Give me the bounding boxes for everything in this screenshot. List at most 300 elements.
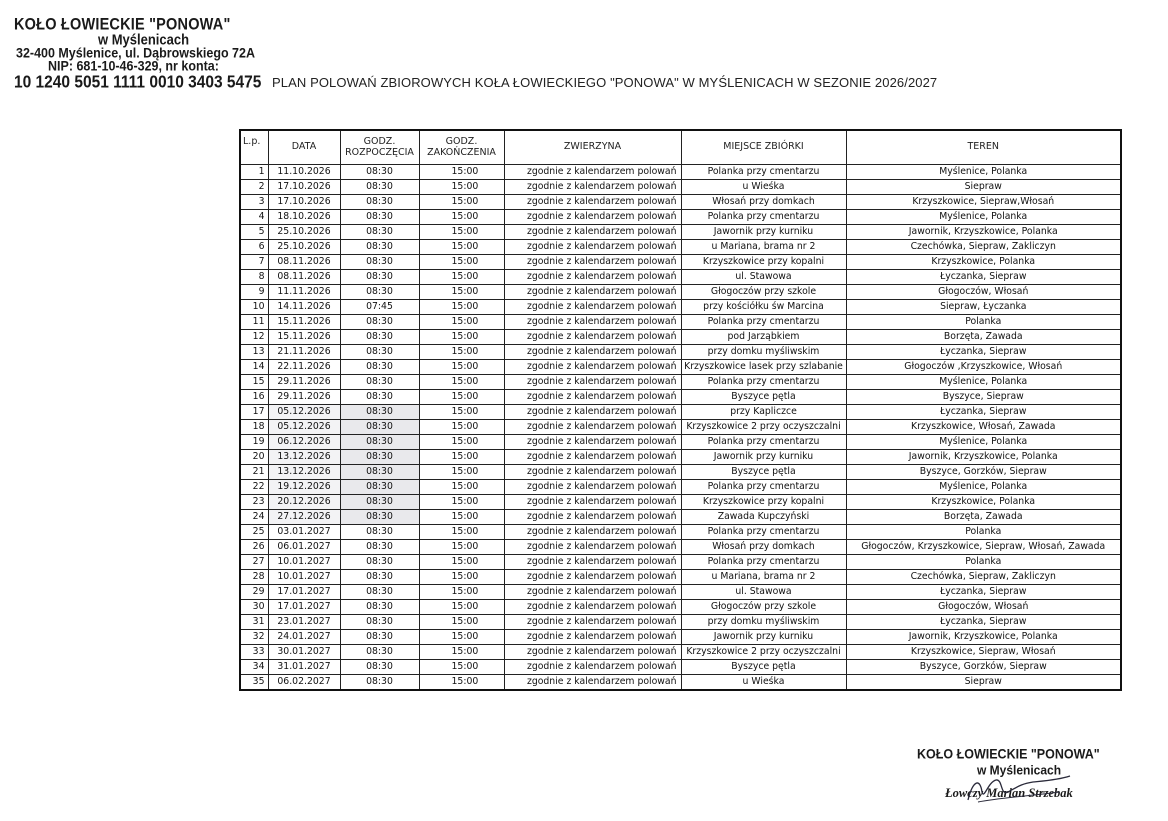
table-row [240,630,1121,645]
cell-area: Krzyszkowice, Siepraw,Włosań [846,195,1121,210]
cell-start-time: 08:30 [340,210,419,225]
cell-area: Jawornik, Krzyszkowice, Polanka [846,450,1121,465]
cell-meeting-place: u Wieśka [681,675,846,691]
cell-end-time: 15:00 [419,555,504,570]
table-row [240,225,1121,240]
cell-date: 06.12.2026 [268,435,340,450]
cell-start-time: 08:30 [340,495,419,510]
cell-meeting-place: Krzyszkowice 2 przy oczyszczalni [681,420,846,435]
header-start-line2: ROZPOCZĘCIA [345,146,414,158]
cell-start-time: 08:30 [340,570,419,585]
cell-date: 17.01.2027 [268,585,340,600]
cell-area: Polanka [846,315,1121,330]
cell-date: 29.11.2026 [268,375,340,390]
cell-area: Głogoczów, Krzyszkowice, Siepraw, Włosań, Zawada [846,540,1121,555]
cell-lp: 12 [240,330,268,345]
cell-end-time: 15:00 [419,165,504,180]
stamp-sign-hunter: Łowczy Marian Strzebak [945,785,1073,800]
stamp-org-nip: NIP: 681-10-46-329, nr konta: [48,58,219,74]
table-row [240,660,1121,675]
cell-meeting-place: ul. Stawowa [681,270,846,285]
cell-animals: zgodnie z kalendarzem polowań [504,540,681,555]
cell-area: Krzyszkowice, Polanka [846,255,1121,270]
table-header-row [240,130,1121,165]
cell-lp: 18 [240,420,268,435]
cell-area: Byszyce, Siepraw [846,390,1121,405]
cell-start-time: 08:30 [340,510,419,525]
cell-end-time: 15:00 [419,285,504,300]
cell-date: 17.10.2026 [268,180,340,195]
cell-animals: zgodnie z kalendarzem polowań [504,345,681,360]
cell-meeting-place: Polanka przy cmentarzu [681,555,846,570]
stamp-org-city: w Myślenicach [98,31,190,49]
cell-area: Łyczanka, Siepraw [846,585,1121,600]
cell-start-time: 08:30 [340,390,419,405]
table-row [240,285,1121,300]
cell-animals: zgodnie z kalendarzem polowań [504,480,681,495]
cell-start-time: 08:30 [340,405,419,420]
cell-lp: 3 [240,195,268,210]
cell-start-time: 08:30 [340,285,419,300]
cell-end-time: 15:00 [419,600,504,615]
cell-meeting-place: Polanka przy cmentarzu [681,435,846,450]
cell-lp: 10 [240,300,268,315]
cell-date: 11.10.2026 [268,165,340,180]
header-start-line1: GODZ. [363,135,396,147]
table-row [240,240,1121,255]
cell-end-time: 15:00 [419,495,504,510]
cell-date: 06.01.2027 [268,540,340,555]
cell-animals: zgodnie z kalendarzem polowań [504,300,681,315]
cell-animals: zgodnie z kalendarzem polowań [504,465,681,480]
cell-animals: zgodnie z kalendarzem polowań [504,255,681,270]
cell-date: 23.01.2027 [268,615,340,630]
cell-end-time: 15:00 [419,330,504,345]
cell-animals: zgodnie z kalendarzem polowań [504,285,681,300]
cell-end-time: 15:00 [419,450,504,465]
cell-date: 14.11.2026 [268,300,340,315]
table-row [240,165,1121,180]
organization-stamp [10,15,265,93]
cell-lp: 28 [240,570,268,585]
table-row [240,480,1121,495]
table-row [240,585,1121,600]
cell-end-time: 15:00 [419,225,504,240]
table-row [240,465,1121,480]
cell-lp: 1 [240,165,268,180]
cell-start-time: 08:30 [340,270,419,285]
table-row [240,615,1121,630]
cell-lp: 21 [240,465,268,480]
cell-meeting-place: Krzyszkowice przy kopalni [681,255,846,270]
header-date: DATA [268,130,340,165]
cell-end-time: 15:00 [419,195,504,210]
cell-animals: zgodnie z kalendarzem polowań [504,165,681,180]
stamp-org-account: 10 1240 5051 1111 0010 3403 5475 [14,73,262,93]
cell-end-time: 15:00 [419,630,504,645]
cell-animals: zgodnie z kalendarzem polowań [504,525,681,540]
cell-meeting-place: u Mariana, brama nr 2 [681,240,846,255]
cell-area: Głogoczów ,Krzyszkowice, Włosań [846,360,1121,375]
cell-lp: 5 [240,225,268,240]
cell-start-time: 08:30 [340,435,419,450]
cell-animals: zgodnie z kalendarzem polowań [504,660,681,675]
cell-start-time: 08:30 [340,240,419,255]
cell-start-time: 08:30 [340,180,419,195]
cell-lp: 13 [240,345,268,360]
cell-lp: 34 [240,660,268,675]
cell-date: 19.12.2026 [268,480,340,495]
cell-date: 10.01.2027 [268,570,340,585]
hunting-schedule-table [239,129,1122,691]
cell-lp: 2 [240,180,268,195]
cell-area: Siepraw, Łyczanka [846,300,1121,315]
cell-lp: 6 [240,240,268,255]
cell-animals: zgodnie z kalendarzem polowań [504,270,681,285]
document-title: PLAN POLOWAŃ ZBIOROWYCH KOŁA ŁOWIECKIEGO "PONOWA" W MYŚLENICACH W SEZONIE 2026/2027 [272,75,938,90]
cell-lp: 9 [240,285,268,300]
cell-meeting-place: Głogoczów przy szkole [681,600,846,615]
cell-meeting-place: Polanka przy cmentarzu [681,210,846,225]
cell-meeting-place: Jawornik przy kurniku [681,225,846,240]
cell-lp: 7 [240,255,268,270]
cell-meeting-place: Jawornik przy kurniku [681,630,846,645]
handwritten-signature-icon [948,770,1078,810]
header-meeting-place: MIEJSCE ZBIÓRKI [681,130,846,165]
cell-date: 20.12.2026 [268,495,340,510]
cell-animals: zgodnie z kalendarzem polowań [504,570,681,585]
stamp-org-address: 32-400 Myślenice, ul. Dąbrowskiego 72A [16,44,255,61]
cell-area: Myślenice, Polanka [846,375,1121,390]
cell-meeting-place: Byszyce pętla [681,660,846,675]
cell-meeting-place: przy domku myśliwskim [681,345,846,360]
cell-end-time: 15:00 [419,480,504,495]
cell-start-time: 08:30 [340,675,419,691]
cell-area: Łyczanka, Siepraw [846,270,1121,285]
cell-area: Jawornik, Krzyszkowice, Polanka [846,630,1121,645]
cell-end-time: 15:00 [419,270,504,285]
cell-start-time: 08:30 [340,660,419,675]
cell-meeting-place: pod Jarząbkiem [681,330,846,345]
cell-animals: zgodnie z kalendarzem polowań [504,405,681,420]
cell-area: Krzyszkowice, Polanka [846,495,1121,510]
cell-start-time: 08:30 [340,465,419,480]
cell-area: Myślenice, Polanka [846,435,1121,450]
cell-meeting-place: Głogoczów przy szkole [681,285,846,300]
cell-animals: zgodnie z kalendarzem polowań [504,555,681,570]
cell-end-time: 15:00 [419,240,504,255]
table-body [240,165,1121,691]
cell-date: 03.01.2027 [268,525,340,540]
cell-date: 17.10.2026 [268,195,340,210]
cell-lp: 26 [240,540,268,555]
cell-date: 31.01.2027 [268,660,340,675]
cell-meeting-place: Polanka przy cmentarzu [681,480,846,495]
cell-date: 11.11.2026 [268,285,340,300]
cell-start-time: 08:30 [340,555,419,570]
cell-area: Borzęta, Zawada [846,330,1121,345]
cell-start-time: 08:30 [340,450,419,465]
cell-end-time: 15:00 [419,345,504,360]
cell-start-time: 08:30 [340,195,419,210]
cell-animals: zgodnie z kalendarzem polowań [504,240,681,255]
table-row [240,495,1121,510]
cell-lp: 8 [240,270,268,285]
cell-animals: zgodnie z kalendarzem polowań [504,390,681,405]
cell-end-time: 15:00 [419,180,504,195]
table-row [240,330,1121,345]
cell-lp: 23 [240,495,268,510]
cell-start-time: 08:30 [340,480,419,495]
cell-end-time: 15:00 [419,300,504,315]
cell-start-time: 08:30 [340,585,419,600]
cell-end-time: 15:00 [419,405,504,420]
cell-meeting-place: Polanka przy cmentarzu [681,525,846,540]
table-row [240,600,1121,615]
table-row [240,405,1121,420]
cell-date: 08.11.2026 [268,255,340,270]
cell-animals: zgodnie z kalendarzem polowań [504,330,681,345]
cell-end-time: 15:00 [419,435,504,450]
cell-end-time: 15:00 [419,465,504,480]
table-row [240,180,1121,195]
table-row [240,555,1121,570]
cell-meeting-place: przy domku myśliwskim [681,615,846,630]
cell-animals: zgodnie z kalendarzem polowań [504,315,681,330]
stamp-sign-org-city: w Myślenicach [977,762,1062,778]
cell-animals: zgodnie z kalendarzem polowań [504,360,681,375]
table-row [240,570,1121,585]
cell-end-time: 15:00 [419,210,504,225]
cell-lp: 24 [240,510,268,525]
table-row [240,360,1121,375]
cell-area: Myślenice, Polanka [846,480,1121,495]
cell-start-time: 08:30 [340,630,419,645]
cell-area: Łyczanka, Siepraw [846,615,1121,630]
cell-meeting-place: Polanka przy cmentarzu [681,315,846,330]
cell-date: 22.11.2026 [268,360,340,375]
cell-lp: 17 [240,405,268,420]
cell-animals: zgodnie z kalendarzem polowań [504,630,681,645]
cell-start-time: 08:30 [340,345,419,360]
cell-meeting-place: Polanka przy cmentarzu [681,375,846,390]
cell-lp: 31 [240,615,268,630]
table-row [240,345,1121,360]
cell-area: Myślenice, Polanka [846,165,1121,180]
cell-date: 05.12.2026 [268,420,340,435]
table-row [240,540,1121,555]
cell-end-time: 15:00 [419,255,504,270]
cell-date: 08.11.2026 [268,270,340,285]
cell-lp: 14 [240,360,268,375]
cell-meeting-place: Byszyce pętla [681,390,846,405]
cell-meeting-place: Krzyszkowice lasek przy szlabanie [681,360,846,375]
cell-area: Czechówka, Siepraw, Zakliczyn [846,240,1121,255]
header-lp: L.p. [240,130,268,165]
cell-area: Łyczanka, Siepraw [846,345,1121,360]
cell-lp: 27 [240,555,268,570]
cell-area: Łyczanka, Siepraw [846,405,1121,420]
table-row [240,210,1121,225]
table-row [240,390,1121,405]
cell-date: 27.12.2026 [268,510,340,525]
header-animals: ZWIERZYNA [504,130,681,165]
cell-area: Siepraw [846,180,1121,195]
cell-lp: 25 [240,525,268,540]
cell-date: 24.01.2027 [268,630,340,645]
cell-date: 25.10.2026 [268,240,340,255]
cell-lp: 16 [240,390,268,405]
cell-date: 13.12.2026 [268,450,340,465]
cell-lp: 19 [240,435,268,450]
cell-lp: 15 [240,375,268,390]
table-row [240,675,1121,691]
cell-end-time: 15:00 [419,390,504,405]
cell-area: Borzęta, Zawada [846,510,1121,525]
cell-lp: 20 [240,450,268,465]
cell-lp: 29 [240,585,268,600]
cell-meeting-place: u Mariana, brama nr 2 [681,570,846,585]
cell-animals: zgodnie z kalendarzem polowań [504,495,681,510]
cell-area: Krzyszkowice, Włosań, Zawada [846,420,1121,435]
cell-end-time: 15:00 [419,645,504,660]
cell-start-time: 07:45 [340,300,419,315]
cell-date: 25.10.2026 [268,225,340,240]
cell-area: Byszyce, Gorzków, Siepraw [846,660,1121,675]
header-start-time [340,130,419,165]
table-row [240,645,1121,660]
header-end-line2: ZAKOŃCZENIA [427,146,496,158]
cell-meeting-place: Krzyszkowice 2 przy oczyszczalni [681,645,846,660]
cell-animals: zgodnie z kalendarzem polowań [504,225,681,240]
cell-meeting-place: przy kościółku św Marcina [681,300,846,315]
table-row [240,420,1121,435]
cell-lp: 30 [240,600,268,615]
cell-start-time: 08:30 [340,525,419,540]
cell-end-time: 15:00 [419,570,504,585]
cell-start-time: 08:30 [340,330,419,345]
cell-animals: zgodnie z kalendarzem polowań [504,645,681,660]
cell-end-time: 15:00 [419,420,504,435]
cell-area: Głogoczów, Włosań [846,600,1121,615]
header-end-time [419,130,504,165]
cell-date: 30.01.2027 [268,645,340,660]
table-row [240,255,1121,270]
cell-end-time: 15:00 [419,315,504,330]
header-area: TEREN [846,130,1121,165]
cell-animals: zgodnie z kalendarzem polowań [504,435,681,450]
cell-animals: zgodnie z kalendarzem polowań [504,210,681,225]
cell-date: 15.11.2026 [268,330,340,345]
cell-start-time: 08:30 [340,540,419,555]
cell-meeting-place: Krzyszkowice przy kopalni [681,495,846,510]
cell-date: 29.11.2026 [268,390,340,405]
cell-lp: 11 [240,315,268,330]
cell-start-time: 08:30 [340,255,419,270]
cell-area: Czechówka, Siepraw, Zakliczyn [846,570,1121,585]
cell-meeting-place: Jawornik przy kurniku [681,450,846,465]
cell-animals: zgodnie z kalendarzem polowań [504,675,681,691]
cell-meeting-place: Polanka przy cmentarzu [681,165,846,180]
cell-animals: zgodnie z kalendarzem polowań [504,450,681,465]
cell-date: 05.12.2026 [268,405,340,420]
cell-area: Polanka [846,555,1121,570]
cell-lp: 22 [240,480,268,495]
cell-lp: 4 [240,210,268,225]
table-row [240,315,1121,330]
cell-area: Jawornik, Krzyszkowice, Polanka [846,225,1121,240]
table-row [240,300,1121,315]
cell-date: 06.02.2027 [268,675,340,691]
table-row [240,270,1121,285]
cell-lp: 33 [240,645,268,660]
cell-date: 10.01.2027 [268,555,340,570]
cell-date: 13.12.2026 [268,465,340,480]
cell-date: 21.11.2026 [268,345,340,360]
stamp-org-name: KOŁO ŁOWIECKIE "PONOWA" [14,15,231,34]
cell-end-time: 15:00 [419,510,504,525]
cell-area: Byszyce, Gorzków, Siepraw [846,465,1121,480]
cell-start-time: 08:30 [340,165,419,180]
cell-area: Głogoczów, Włosań [846,285,1121,300]
cell-area: Polanka [846,525,1121,540]
cell-start-time: 08:30 [340,645,419,660]
header-end-line1: GODZ. [445,135,478,147]
cell-end-time: 15:00 [419,375,504,390]
cell-date: 17.01.2027 [268,600,340,615]
cell-meeting-place: u Wieśka [681,180,846,195]
cell-date: 18.10.2026 [268,210,340,225]
cell-start-time: 08:30 [340,360,419,375]
cell-start-time: 08:30 [340,420,419,435]
table-row [240,435,1121,450]
cell-end-time: 15:00 [419,540,504,555]
table-row [240,375,1121,390]
table-row [240,195,1121,210]
cell-start-time: 08:30 [340,315,419,330]
cell-lp: 32 [240,630,268,645]
cell-date: 15.11.2026 [268,315,340,330]
cell-meeting-place: Włosań przy domkach [681,195,846,210]
cell-animals: zgodnie z kalendarzem polowań [504,600,681,615]
cell-end-time: 15:00 [419,615,504,630]
cell-animals: zgodnie z kalendarzem polowań [504,615,681,630]
cell-area: Siepraw [846,675,1121,691]
cell-animals: zgodnie z kalendarzem polowań [504,420,681,435]
table-row [240,525,1121,540]
cell-lp: 35 [240,675,268,691]
cell-end-time: 15:00 [419,675,504,691]
cell-end-time: 15:00 [419,585,504,600]
cell-end-time: 15:00 [419,525,504,540]
cell-animals: zgodnie z kalendarzem polowań [504,510,681,525]
cell-meeting-place: Byszyce pętla [681,465,846,480]
cell-start-time: 08:30 [340,225,419,240]
cell-start-time: 08:30 [340,375,419,390]
table-row [240,510,1121,525]
cell-meeting-place: ul. Stawowa [681,585,846,600]
cell-animals: zgodnie z kalendarzem polowań [504,375,681,390]
cell-meeting-place: Włosań przy domkach [681,540,846,555]
cell-meeting-place: Zawada Kupczyński [681,510,846,525]
cell-animals: zgodnie z kalendarzem polowań [504,585,681,600]
cell-start-time: 08:30 [340,600,419,615]
table-row [240,450,1121,465]
cell-end-time: 15:00 [419,660,504,675]
stamp-sign-org-name: KOŁO ŁOWIECKIE "PONOWA" [917,746,1100,762]
cell-area: Myślenice, Polanka [846,210,1121,225]
cell-start-time: 08:30 [340,615,419,630]
